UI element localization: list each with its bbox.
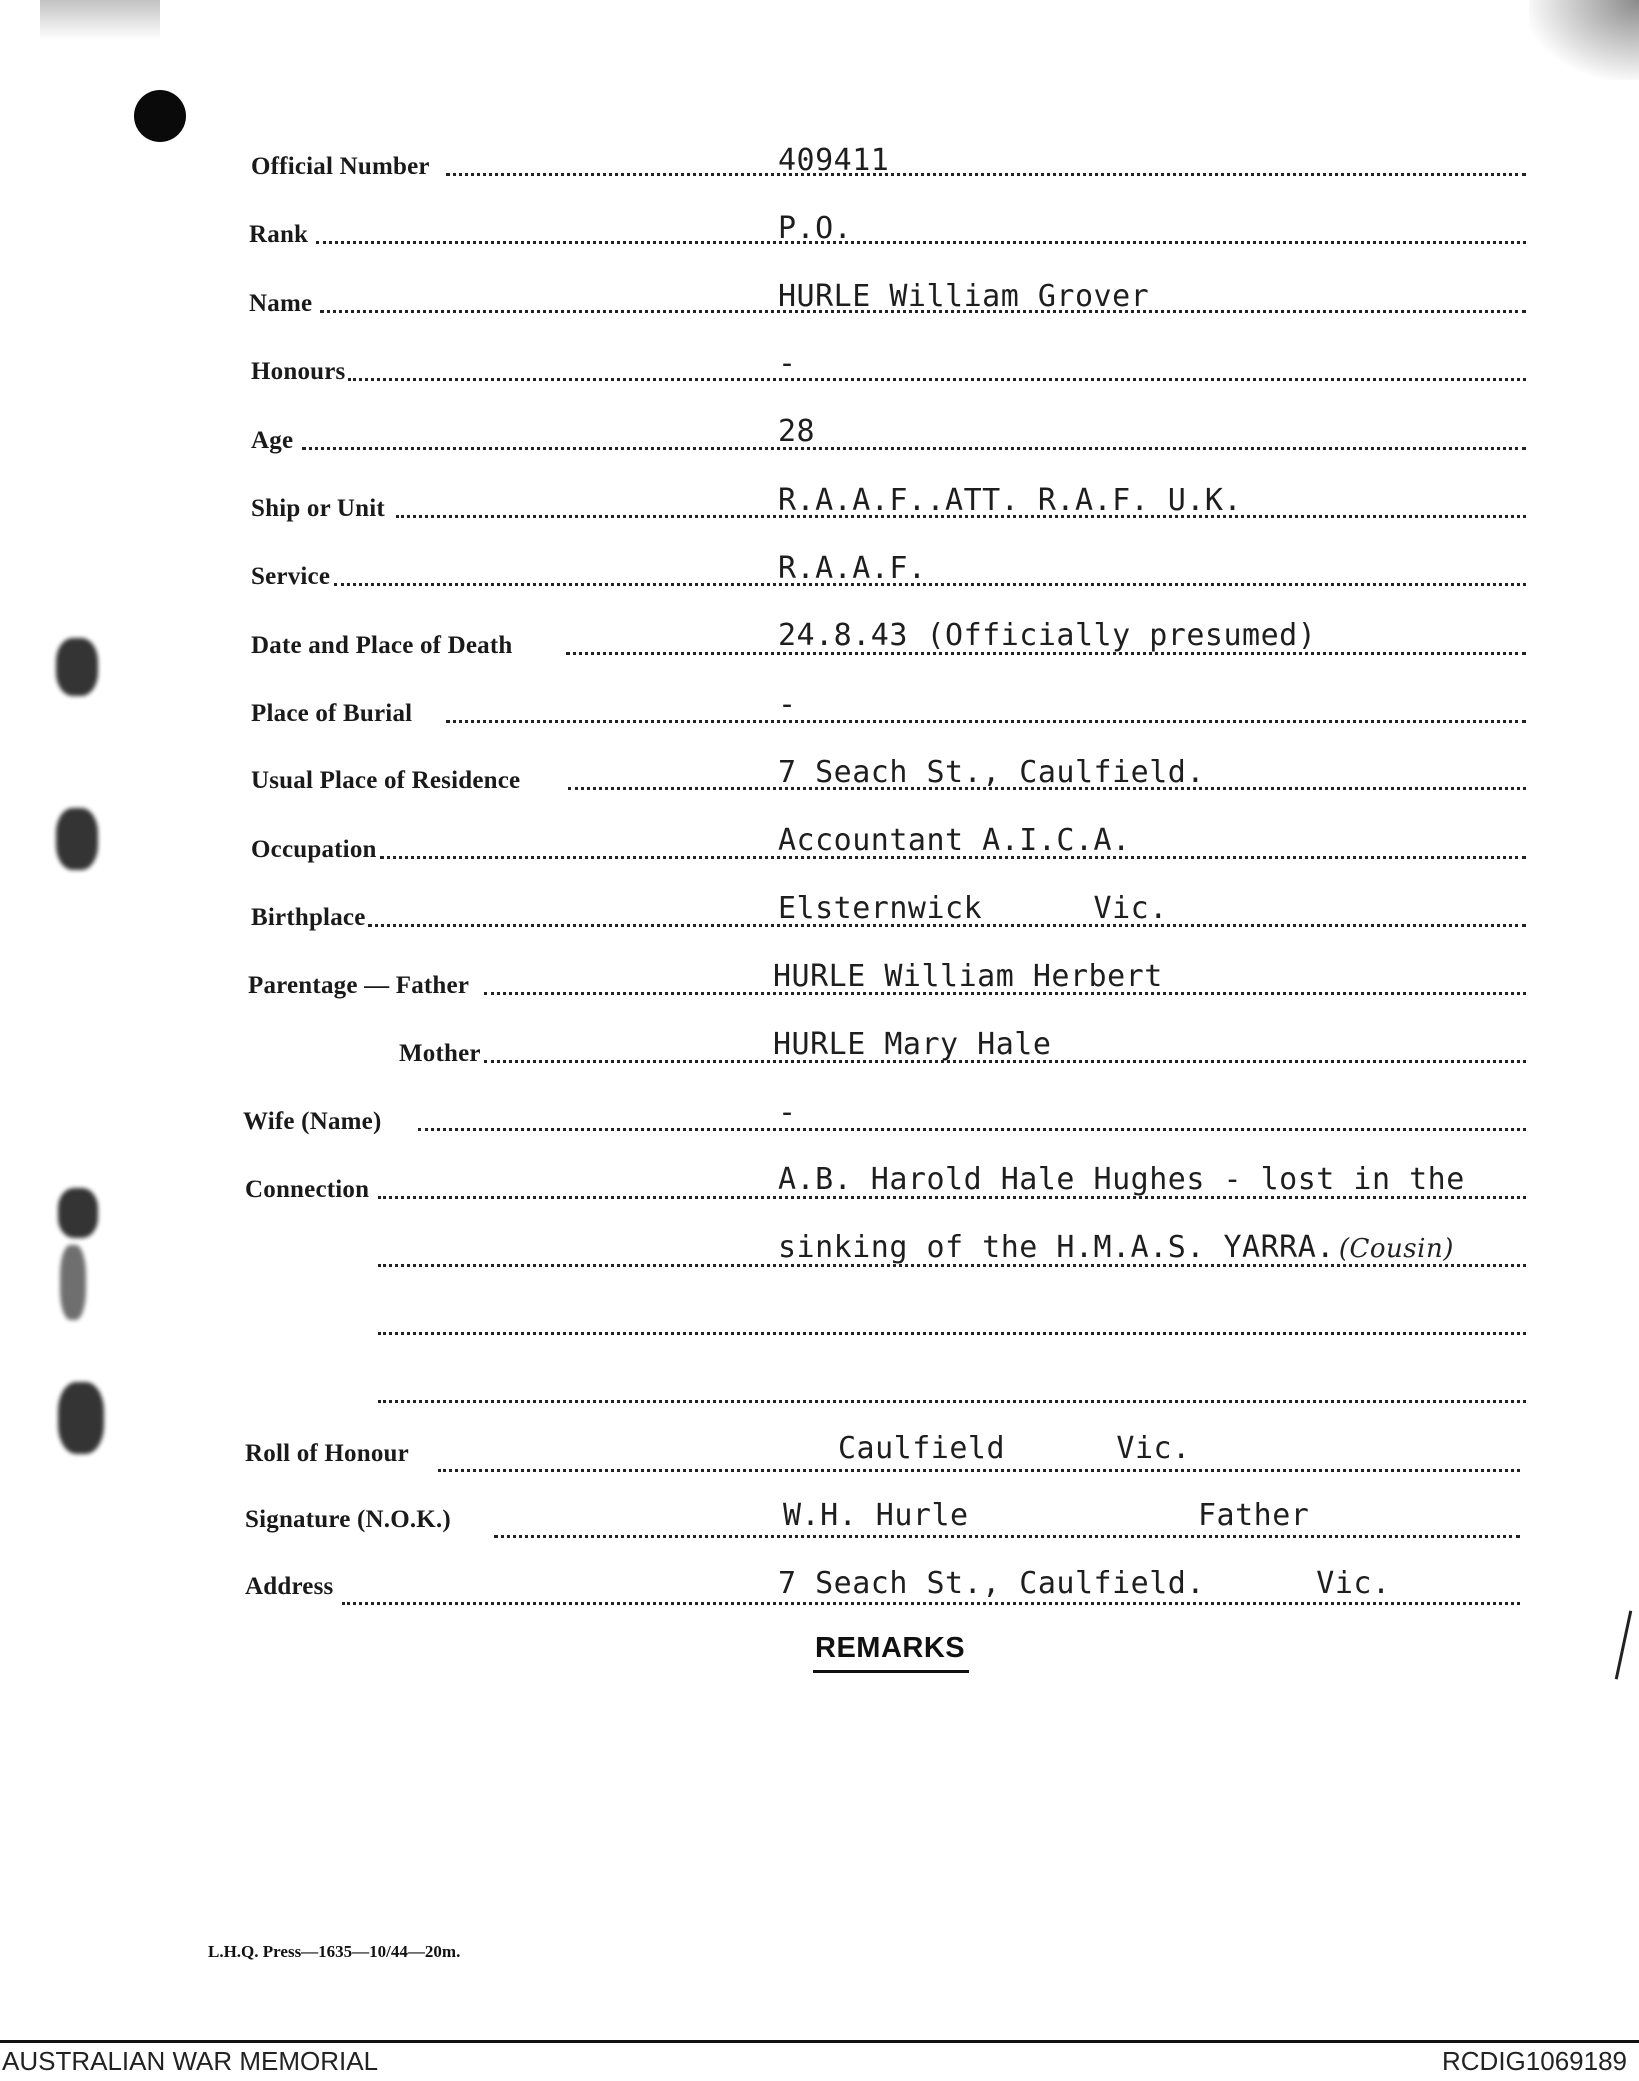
connection-line2-text: sinking of the H.M.A.S. YARRA. <box>778 1230 1335 1265</box>
dotted-line <box>494 1535 1520 1538</box>
connection-line2 <box>778 1230 1454 1265</box>
punch-hole <box>134 90 186 142</box>
margin-mark <box>1615 1610 1632 1679</box>
official-number-value: 409411 <box>778 143 890 178</box>
remarks-underline <box>813 1670 969 1673</box>
rank-value: P.O. <box>778 211 853 246</box>
dotted-line <box>316 241 1526 244</box>
roll-of-honour-label: Roll of Honour <box>245 1440 409 1467</box>
place-of-burial-label: Place of Burial <box>251 700 413 727</box>
occupation-label: Occupation <box>251 836 377 863</box>
birthplace-text: Elsternwick Vic. <box>778 891 1168 926</box>
footer-institution: AUSTRALIAN WAR MEMORIAL <box>2 2046 379 2076</box>
roll-of-honour-text: Caulfield Vic. <box>838 1431 1191 1466</box>
service-value: R.A.A.F. <box>778 551 927 586</box>
ship-or-unit-value: R.A.A.F..ATT. R.A.F. U.K. <box>778 483 1243 518</box>
occupation-value: Accountant A.I.C.A. <box>778 823 1131 858</box>
dotted-line <box>418 1128 1526 1131</box>
dotted-line <box>446 720 1526 723</box>
dotted-line <box>438 1469 1520 1472</box>
punch-hole <box>58 1382 104 1454</box>
punch-hole <box>58 1188 98 1238</box>
dotted-line <box>342 1602 1520 1605</box>
footer-rule <box>0 2040 1639 2043</box>
scan-top-shadow <box>40 0 160 40</box>
birthplace-value <box>778 891 1168 926</box>
age-label: Age <box>251 427 294 454</box>
honours-label: Honours <box>251 358 346 385</box>
punch-hole <box>56 808 98 870</box>
father-value: HURLE William Herbert <box>773 959 1163 994</box>
usual-residence-label: Usual Place of Residence <box>251 767 521 794</box>
birthplace-label: Birthplace <box>251 904 366 931</box>
connection-line1: A.B. Harold Hale Hughes - lost in the <box>778 1162 1465 1197</box>
signature-relation: Father <box>1198 1498 1310 1533</box>
official-number-label: Official Number <box>251 153 430 180</box>
father-label: Parentage — Father <box>248 972 470 999</box>
usual-residence-value: 7 Seach St., Caulfield. <box>778 755 1205 790</box>
footer-reference: RCDIG1069189 <box>1442 2046 1627 2076</box>
handwritten-cousin: (Cousin) <box>1338 1234 1454 1264</box>
date-place-death-value: 24.8.43 (Officially presumed) <box>778 618 1317 653</box>
scan-corner-shadow <box>1529 0 1639 80</box>
date-place-death-label: Date and Place of Death <box>251 632 513 659</box>
mother-value: HURLE Mary Hale <box>773 1027 1052 1062</box>
ship-or-unit-label: Ship or Unit <box>251 495 385 522</box>
service-label: Service <box>251 563 331 590</box>
wife-value: - <box>778 1095 797 1130</box>
age-value: 28 <box>778 414 816 449</box>
address-text: 7 Seach St., Caulfield. Vic. <box>778 1566 1391 1601</box>
address-value <box>778 1566 1391 1601</box>
dotted-line <box>378 1332 1526 1335</box>
signature-value: W.H. Hurle <box>783 1498 969 1533</box>
mother-label: Mother <box>399 1040 481 1067</box>
dotted-line <box>302 447 1526 450</box>
name-label: Name <box>249 290 313 317</box>
name-value: HURLE William Grover <box>778 279 1150 314</box>
address-label: Address <box>245 1573 334 1600</box>
place-of-burial-value: - <box>778 687 797 722</box>
connection-label: Connection <box>245 1176 370 1203</box>
rank-label: Rank <box>249 221 309 248</box>
printer-note: L.H.Q. Press—1635—10/44—20m. <box>208 1942 461 1961</box>
signature-label: Signature (N.O.K.) <box>245 1506 451 1533</box>
roll-of-honour-value <box>838 1431 1191 1466</box>
honours-value: - <box>778 346 797 381</box>
dotted-line <box>348 378 1526 381</box>
wife-label: Wife (Name) <box>243 1108 382 1135</box>
dotted-line <box>446 173 1526 176</box>
remarks-heading: REMARKS <box>815 1632 966 1664</box>
dotted-line <box>334 583 1526 586</box>
punch-hole <box>56 638 98 696</box>
punch-hole <box>60 1245 86 1320</box>
dotted-line <box>378 1400 1526 1403</box>
